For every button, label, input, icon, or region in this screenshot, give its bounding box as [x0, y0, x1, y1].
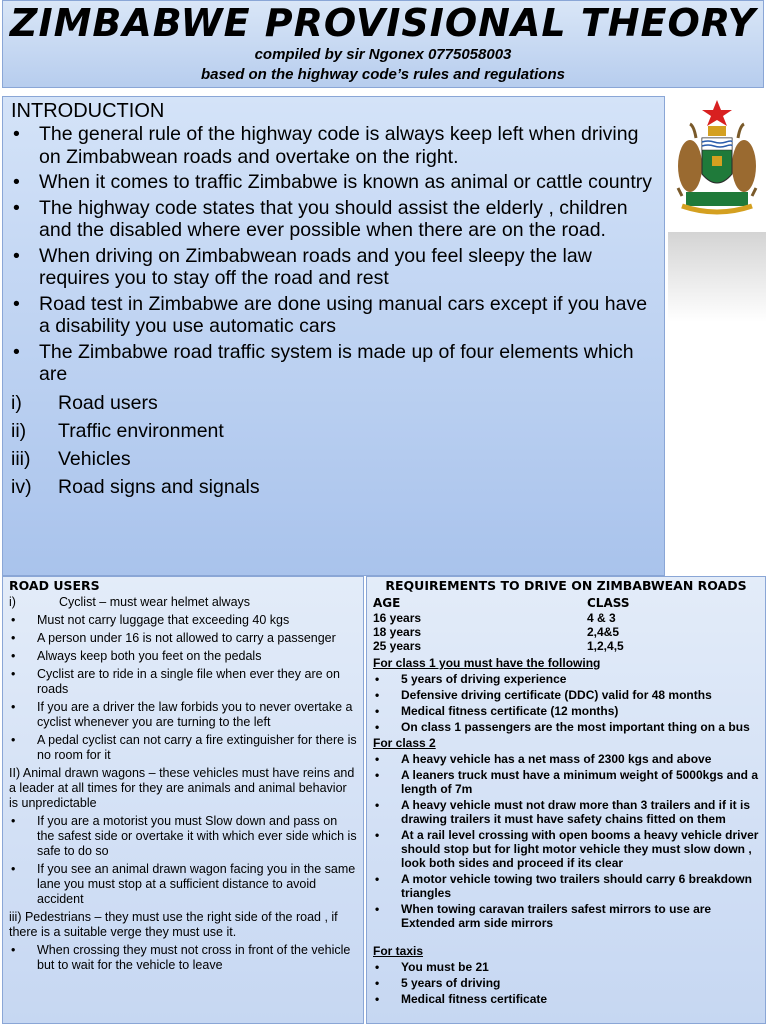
bullet-text: 5 years of driving experience: [401, 672, 567, 686]
taxis-heading: For taxis: [373, 944, 424, 958]
bullet-icon: •: [375, 752, 380, 766]
table-row: [373, 611, 759, 625]
element-item: [11, 389, 656, 417]
list-item: [9, 700, 357, 730]
bullet-icon: •: [13, 244, 20, 267]
road-users-heading: ROAD USERS: [9, 578, 100, 593]
bullet-text: On class 1 passengers are the most important thing on a bus: [401, 720, 750, 734]
element-number: i): [11, 391, 22, 414]
bullet-icon: •: [11, 700, 16, 714]
bullet-text: Must not carry luggage that exceeding 40 kgs: [37, 613, 290, 627]
bullet-icon: •: [375, 720, 380, 734]
bullet-icon: •: [13, 340, 20, 363]
pedestrians-text: iii) Pedestrians – they must use the right side of the road , if there is a suitable verge they must use it.: [9, 910, 338, 939]
header-banner: [2, 0, 764, 88]
bullet-icon: •: [11, 814, 16, 828]
bullet-icon: •: [375, 672, 380, 686]
element-number: ii): [11, 419, 27, 442]
requirements-heading: REQUIREMENTS TO DRIVE ON ZIMBABWEAN ROADS: [385, 578, 747, 593]
list-item: [373, 798, 759, 826]
bullet-text: You must be 21: [401, 960, 489, 974]
bullet-text: If you are a driver the law forbids you to never overtake a cyclist whenever you are turning to the left: [37, 700, 353, 729]
bullet-icon: •: [11, 613, 16, 627]
taxis-list: [373, 960, 759, 1006]
bullet-text: A motor vehicle towing two trailers should carry 6 breakdown triangles: [401, 872, 752, 900]
list-item: [9, 649, 357, 664]
compiled-by: compiled by sir Ngonex 0775058003: [254, 46, 512, 63]
pedestrian-list: [9, 943, 357, 973]
bullet-text: The Zimbabwe road traffic system is made up of four elements which are: [39, 340, 634, 385]
bullet-text: Always keep both you feet on the pedals: [37, 649, 262, 663]
class2-heading: For class 2: [373, 736, 436, 750]
bullet-text: The highway code states that you should assist the elderly , children and the disabled where ever possible when there are on the road.: [39, 196, 628, 241]
list-item: [373, 720, 759, 734]
bullet-icon: •: [11, 631, 16, 645]
class-cell: 1,2,4,5: [587, 639, 624, 653]
cyclist-number: i): [9, 595, 16, 609]
age-cell: 16 years: [373, 611, 422, 625]
list-item: [11, 171, 656, 194]
element-item: [11, 445, 656, 473]
element-text: Road signs and signals: [58, 475, 260, 498]
class1-heading: For class 1 you must have the following: [373, 656, 601, 670]
list-item: [11, 341, 656, 386]
list-item: [373, 872, 759, 900]
spacer: [373, 932, 759, 944]
element-number: iii): [11, 447, 31, 470]
bullet-icon: •: [11, 667, 16, 681]
bullet-text: Medical fitness certificate (12 months): [401, 704, 619, 718]
age-cell: 18 years: [373, 625, 422, 639]
element-item: [11, 473, 656, 501]
bullet-text: At a rail level crossing with open booms a heavy vehicle driver should stop but for light motor vehicle they must slow down , look both sides and proceed if its clear: [401, 828, 759, 870]
element-text: Traffic environment: [58, 419, 224, 442]
list-item: [11, 123, 656, 168]
list-item: [9, 814, 357, 859]
list-item: [9, 733, 357, 763]
element-text: Road users: [58, 391, 158, 414]
bullet-text: If you see an animal drawn wagon facing you in the same lane you must stop at a sufficient distance to avoid accident: [37, 862, 356, 906]
bullet-text: A leaners truck must have a minimum weight of 5000kgs and a length of 7m: [401, 768, 759, 796]
table-row: [373, 639, 759, 653]
bullet-icon: •: [11, 862, 16, 876]
based-on: based on the highway code’s rules and regulations: [201, 66, 565, 83]
bullet-icon: •: [375, 688, 380, 702]
bullet-icon: •: [375, 872, 380, 886]
age-label: AGE: [373, 596, 401, 610]
introduction-heading: INTRODUCTION: [11, 100, 165, 122]
bullet-icon: •: [11, 943, 16, 957]
class-cell: 2,4&5: [587, 625, 620, 639]
bullet-text: Defensive driving certificate (DDC) valid for 48 months: [401, 688, 712, 702]
bullet-text: When crossing they must not cross in front of the vehicle but to wait for the vehicle to leave: [37, 943, 351, 972]
list-item: [9, 862, 357, 907]
introduction-section: [2, 96, 665, 576]
list-item: [373, 704, 759, 718]
list-item: [9, 613, 357, 628]
class-cell: 4 & 3: [587, 611, 616, 625]
bullet-text: The general rule of the highway code is always keep left when driving on Zimbabwean roads and overtake on the right.: [39, 123, 639, 168]
list-item: [373, 828, 759, 870]
list-item: [11, 197, 656, 242]
page-title: ZIMBABWE PROVISIONAL THEORY: [9, 1, 757, 45]
list-item: [373, 902, 759, 930]
bullet-text: A person under 16 is not allowed to carry a passenger: [37, 631, 336, 645]
list-item: [11, 293, 656, 338]
class1-list: [373, 672, 759, 734]
wagon-list: [9, 814, 357, 907]
bullet-text: If you are a motorist you must Slow down and pass on the safest side or overtake it with which ever side which is safe to do so: [37, 814, 357, 858]
age-cell: 25 years: [373, 639, 422, 653]
bullet-icon: •: [375, 828, 380, 842]
bullet-icon: •: [375, 768, 380, 782]
class2-list: [373, 752, 759, 930]
bullet-text: When driving on Zimbabwean roads and you feel sleepy the law requires you to stay off the road and rest: [39, 244, 592, 289]
bullet-text: Road test in Zimbabwe are done using manual cars except if you have a disability you use automatic cars: [39, 292, 648, 337]
requirements-section: [366, 576, 766, 1024]
bullet-text: When it comes to traffic Zimbabwe is known as animal or cattle country: [39, 171, 653, 193]
requirements-content: [373, 595, 759, 1006]
list-item: [9, 667, 357, 697]
bullet-icon: •: [375, 798, 380, 812]
coat-of-arms-reflection: [668, 232, 766, 322]
bullet-text: Medical fitness certificate: [401, 992, 548, 1006]
bullet-icon: •: [13, 123, 20, 145]
bullet-text: A pedal cyclist can not carry a fire extinguisher for there is no room for it: [37, 733, 357, 762]
cyclist-text: Cyclist – must wear helmet always: [59, 595, 251, 609]
list-item: [373, 768, 759, 796]
class-label: CLASS: [587, 596, 630, 610]
list-item: [11, 245, 656, 290]
list-item: [373, 960, 759, 974]
animal-wagons-text: II) Animal drawn wagons – these vehicles must have reins and a leader at all times for they are animals and animal behavior is unpredictable: [9, 766, 355, 810]
list-item: [373, 688, 759, 702]
cyclist-line: [9, 595, 357, 610]
list-item: [373, 992, 759, 1006]
bullet-icon: •: [13, 196, 20, 219]
list-item: [9, 631, 357, 646]
road-users-content: [9, 595, 357, 973]
list-item: [373, 672, 759, 686]
element-item: [11, 417, 656, 445]
bullet-text: 5 years of driving: [401, 976, 501, 990]
bullet-text: A heavy vehicle has a net mass of 2300 kgs and above: [401, 752, 712, 766]
bullet-icon: •: [375, 976, 380, 990]
bullet-icon: •: [13, 292, 20, 315]
bullet-icon: •: [11, 649, 16, 663]
cyclist-list: [9, 613, 357, 763]
list-item: [373, 752, 759, 766]
introduction-list: [11, 123, 656, 386]
bullet-text: Cyclist are to ride in a single file when ever they are on roads: [37, 667, 340, 696]
bullet-icon: •: [375, 902, 380, 916]
age-class-header: [373, 595, 759, 611]
table-row: [373, 625, 759, 639]
bullet-text: A heavy vehicle must not draw more than 3 trailers and if it is drawing trailers it must have safety chains fitted on them: [401, 798, 750, 826]
element-text: Vehicles: [58, 447, 131, 470]
bullet-icon: •: [11, 733, 16, 747]
list-item: [9, 943, 357, 973]
bullet-icon: •: [375, 704, 380, 718]
bullet-icon: •: [13, 171, 20, 193]
bullet-icon: •: [375, 960, 380, 974]
element-number: iv): [11, 475, 32, 498]
bullet-icon: •: [375, 992, 380, 1006]
list-item: [373, 976, 759, 990]
coat-of-arms-icon: [668, 96, 766, 226]
bullet-text: When towing caravan trailers safest mirrors to use are Extended arm side mirrors: [401, 902, 712, 930]
road-users-section: [2, 576, 364, 1024]
